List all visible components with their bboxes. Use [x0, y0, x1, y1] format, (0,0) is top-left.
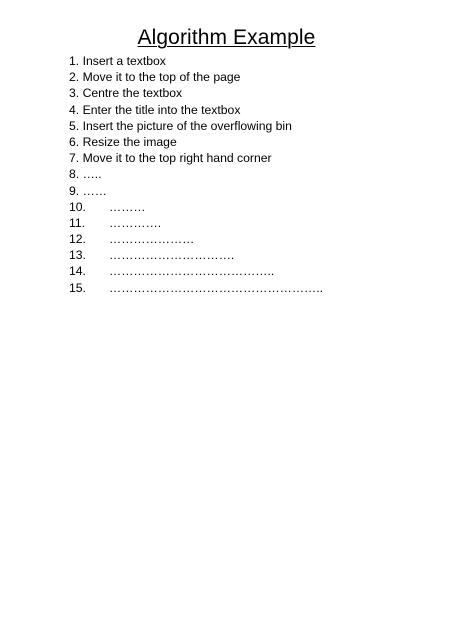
step-text: …………………………………………….. [109, 280, 323, 295]
step-number: 11. [69, 215, 86, 230]
list-item [69, 118, 323, 134]
step-number: 3. [69, 86, 80, 101]
step-text: ….. [82, 167, 102, 182]
list-item [69, 263, 323, 279]
step-text: Insert a textbox [82, 54, 166, 68]
step-number: 10. [69, 199, 86, 214]
list-item [69, 231, 323, 247]
list-item [69, 199, 323, 215]
list-item [69, 69, 323, 85]
step-number: 9. [69, 183, 80, 198]
list-item [69, 134, 323, 150]
step-text: ………………………………….. [109, 264, 275, 279]
list-item [69, 166, 323, 182]
step-number: 14. [69, 264, 86, 279]
step-text: ………………… [109, 232, 195, 247]
list-item [69, 102, 323, 118]
step-text: Enter the title into the textbox [82, 102, 241, 117]
step-number: 1. [69, 54, 80, 68]
list-item [69, 215, 323, 231]
step-text: …………………………. [109, 248, 235, 263]
list-item [69, 85, 323, 101]
step-number: 6. [69, 134, 80, 149]
step-number: 13. [69, 248, 86, 263]
step-text: Insert the picture of the overflowing bin [82, 118, 292, 133]
step-number: 15. [69, 280, 86, 295]
step-text: Centre the textbox [82, 86, 183, 101]
page-title: Algorithm Example [137, 26, 316, 49]
step-text: …………. [109, 215, 162, 230]
step-text: Move it to the top right hand corner [82, 151, 272, 166]
step-number: 12. [69, 232, 86, 247]
list-item [69, 53, 323, 69]
step-number: 8. [69, 167, 80, 182]
list-item [69, 247, 323, 263]
step-text: Resize the image [82, 134, 177, 149]
step-number: 4. [69, 102, 80, 117]
list-item [69, 150, 323, 166]
step-text: Move it to the top of the page [82, 70, 241, 85]
step-text: ……… [109, 199, 146, 214]
list-item [69, 280, 323, 296]
step-number: 5. [69, 118, 80, 133]
step-number: 2. [69, 70, 80, 85]
step-number: 7. [69, 151, 80, 166]
step-text: …… [82, 183, 107, 198]
algorithm-steps-list [69, 53, 323, 296]
list-item [69, 183, 323, 199]
